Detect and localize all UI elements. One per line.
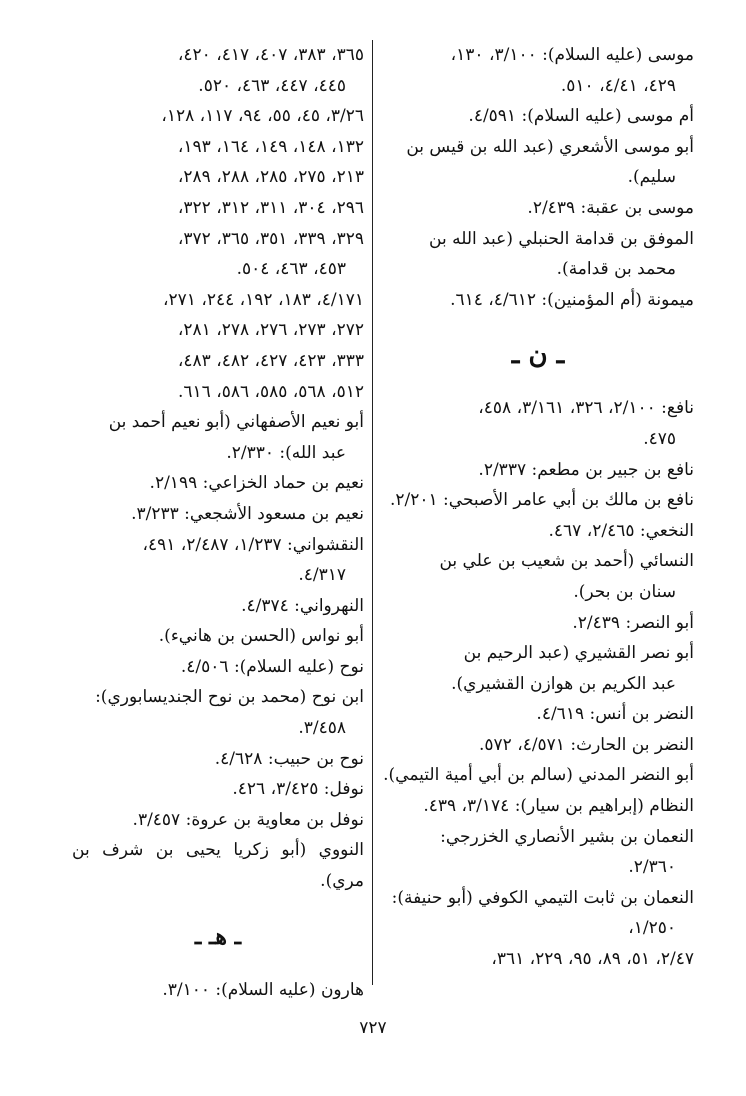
index-entry-line: النهرواني: ٤/٣٧٤. — [241, 595, 364, 616]
index-entry-line: النقشواني: ١/٢٣٧، ٢/٤٨٧، ٤٩١، — [142, 534, 364, 555]
index-entry — [72, 774, 364, 805]
index-entry — [72, 132, 364, 163]
index-entry-continuation: ٤٢٩، ٤/٤١، ٥١٠. — [560, 75, 676, 96]
index-entry-continuation: ١/٢٥٠، — [628, 918, 676, 939]
index-entry-line: هارون (عليه السلام): ٣/١٠٠. — [162, 979, 364, 1000]
index-entry-line: ٢/٤٧، ٥١، ٨٩، ٩٥، ٢٢٩، ٣٦١، — [491, 949, 694, 970]
index-entry — [72, 315, 364, 346]
index-entry-line: أبو النصر: ٢/٤٣٩. — [572, 612, 694, 633]
index-entry-line: نوح بن حبيب: ٤/٦٢٨. — [214, 748, 364, 769]
index-entry-line: ٢١٣، ٢٧٥، ٢٨٥، ٢٨٨، ٢٨٩، — [177, 167, 364, 188]
index-entry-line: أبو موسى الأشعري (عبد الله بن قيس بن — [406, 136, 694, 157]
index-entry-line: ٥١٢، ٥٦٨، ٥٨٥، ٥٨٦، ٦١٦. — [178, 381, 364, 402]
index-entry-line: النعمان بن ثابت التيمي الكوفي (أبو حنيفة): — [391, 887, 694, 908]
index-entry — [72, 975, 364, 1006]
index-entry-line: النخعي: ٢/٤٦٥، ٤٦٧. — [548, 520, 694, 541]
index-entry-continuation: سنان بن بحر). — [573, 581, 676, 602]
index-entry — [382, 791, 694, 822]
index-entry-line: النسائي (أحمد بن شعيب بن علي بن — [439, 551, 694, 572]
index-entry — [72, 744, 364, 775]
index-entry — [72, 40, 364, 101]
index-entry — [382, 40, 694, 101]
index-entry-line: ٢٩٦، ٣٠٤، ٣١١، ٣١٢، ٣٢٢، — [177, 197, 364, 218]
index-entry-line: النعمان بن بشير الأنصاري الخزرجي: — [440, 826, 694, 847]
left-column — [72, 40, 364, 1005]
index-entry-line: نافع: ٢/١٠٠، ٣٢٦، ٣/١٦١، ٤٥٨، — [478, 398, 694, 419]
index-entry — [382, 132, 694, 193]
index-entry-line: ٣/٢٦، ٤٥، ٥٥، ٩٤، ١١٧، ١٢٨، — [161, 106, 364, 127]
index-entry-continuation: ٢/٣٦٠. — [628, 857, 676, 878]
index-entry — [382, 699, 694, 730]
index-entry-line: النضر بن الحارث: ٤/٥٧١، ٥٧٢. — [478, 734, 694, 755]
index-entry — [382, 285, 694, 316]
index-entry-line: نوفل: ٣/٤٢٥، ٤٢٦. — [232, 779, 364, 800]
index-entry-line: أبو النضر المدني (سالم بن أبي أمية التيمي). — [383, 765, 694, 786]
index-entry-continuation: ٣/٤٥٨. — [298, 718, 346, 739]
index-entry-line: ابن نوح (محمد بن نوح الجنديسابوري): — [95, 687, 364, 708]
column-divider — [372, 40, 373, 985]
index-entry-line: أبو نصر القشيري (عبد الرحيم بن — [463, 643, 694, 664]
index-entry — [72, 377, 364, 408]
index-entry — [382, 760, 694, 791]
index-entry-line: الموفق بن قدامة الحنبلي (عبد الله بن — [429, 228, 694, 249]
index-entry — [382, 516, 694, 547]
index-entry — [382, 455, 694, 486]
index-entry — [72, 805, 364, 836]
index-entry-line: أبو نواس (الحسن بن هانيء). — [158, 626, 364, 647]
right-entries-block-1 — [382, 40, 694, 315]
index-entry — [382, 730, 694, 761]
index-entry — [382, 101, 694, 132]
index-entry — [72, 285, 364, 316]
index-entry — [72, 101, 364, 132]
index-entry — [72, 468, 364, 499]
index-entry — [72, 193, 364, 224]
index-entry-line: ٣٦٥، ٣٨٣، ٤٠٧، ٤١٧، ٤٢٠، — [177, 45, 364, 65]
index-entry-line: موسى بن عقبة: ٢/٤٣٩. — [527, 197, 694, 218]
index-entry — [382, 546, 694, 607]
index-entry — [72, 682, 364, 743]
index-entry-line: ميمونة (أم المؤمنين): ٤/٦١٢، ٦١٤. — [450, 289, 694, 310]
index-entry-continuation: ٤/٣١٧. — [298, 565, 346, 586]
index-entry-line: نوفل بن معاوية بن عروة: ٣/٤٥٧. — [132, 809, 364, 830]
index-entry-line: نعيم بن حماد الخزاعي: ٢/١٩٩. — [149, 473, 364, 494]
index-entry — [72, 621, 364, 652]
index-entry-line: ٢٧٢، ٢٧٣، ٢٧٦، ٢٧٨، ٢٨١، — [177, 320, 364, 341]
right-column — [382, 40, 694, 975]
index-entry-line: ٤/١٧١، ١٨٣، ١٩٢، ٢٤٤، ٢٧١، — [163, 289, 364, 310]
index-entry — [72, 499, 364, 530]
index-entry-line: النووي (أبو زكريا يحيى بن شرف بن مري). — [72, 840, 364, 892]
index-entry-continuation: عبد الكريم بن هوازن القشيري). — [451, 673, 676, 694]
index-entry-continuation: ٤٤٥، ٤٤٧، ٤٦٣، ٥٢٠. — [198, 75, 346, 96]
index-entry — [382, 485, 694, 516]
index-entry-line: نعيم بن مسعود الأشجعي: ٣/٢٣٣. — [131, 503, 364, 524]
index-entry — [72, 652, 364, 683]
index-entry — [72, 407, 364, 468]
index-entry — [382, 224, 694, 285]
index-entry-continuation: ٤٧٥. — [643, 428, 676, 449]
index-entry — [382, 393, 694, 454]
index-entry-line: ٣٣٣، ٤٢٣، ٤٢٧، ٤٨٢، ٤٨٣، — [177, 350, 364, 371]
index-entry-line: نافع بن مالك بن أبي عامر الأصبحي: ٢/٢٠١. — [389, 490, 694, 511]
index-entry — [382, 608, 694, 639]
index-entry-continuation: محمد بن قدامة). — [556, 259, 676, 280]
left-entries-block-1 — [72, 40, 364, 897]
index-entry — [382, 883, 694, 944]
index-entry — [72, 162, 364, 193]
page-number: ٧٢٧ — [359, 1018, 387, 1038]
index-entry-line: ٣٢٩، ٣٣٩، ٣٥١، ٣٦٥، ٣٧٢، — [177, 228, 364, 249]
section-heading-noon: ـ ن ـ — [511, 340, 565, 371]
index-entry — [72, 835, 364, 896]
index-entry-line: أم موسى (عليه السلام): ٤/٥٩١. — [468, 106, 694, 127]
index-entry-line: النضر بن أنس: ٤/٦١٩. — [536, 704, 694, 725]
index-entry-line: نوح (عليه السلام): ٤/٥٠٦. — [180, 656, 364, 677]
index-entry — [72, 224, 364, 285]
index-entry-line: ١٣٢، ١٤٨، ١٤٩، ١٦٤، ١٩٣، — [177, 136, 364, 157]
index-entry — [382, 944, 694, 975]
index-entry-continuation: ٤٥٣، ٤٦٣، ٥٠٤. — [236, 259, 346, 280]
index-entry — [382, 822, 694, 883]
index-entry-line: أبو نعيم الأصفهاني (أبو نعيم أحمد بن — [108, 412, 364, 433]
index-entry — [382, 193, 694, 224]
index-entry-line: نافع بن جبير بن مطعم: ٢/٣٣٧. — [478, 459, 694, 480]
index-entry-line: موسى (عليه السلام): ٣/١٠٠، ١٣٠، — [450, 45, 694, 65]
left-entries-block-2 — [72, 975, 364, 1006]
index-entry-continuation: عبد الله): ٢/٣٣٠. — [226, 442, 346, 463]
index-entry — [382, 638, 694, 699]
index-entry — [72, 530, 364, 591]
right-entries-block-2 — [382, 393, 694, 974]
index-entry-line: النظام (إبراهيم بن سيار): ٣/١٧٤، ٤٣٩. — [423, 796, 694, 817]
index-entry — [72, 346, 364, 377]
section-heading-ha: ـ هـ ـ — [194, 923, 242, 950]
index-entry — [72, 591, 364, 622]
index-entry-continuation: سليم). — [627, 167, 676, 188]
